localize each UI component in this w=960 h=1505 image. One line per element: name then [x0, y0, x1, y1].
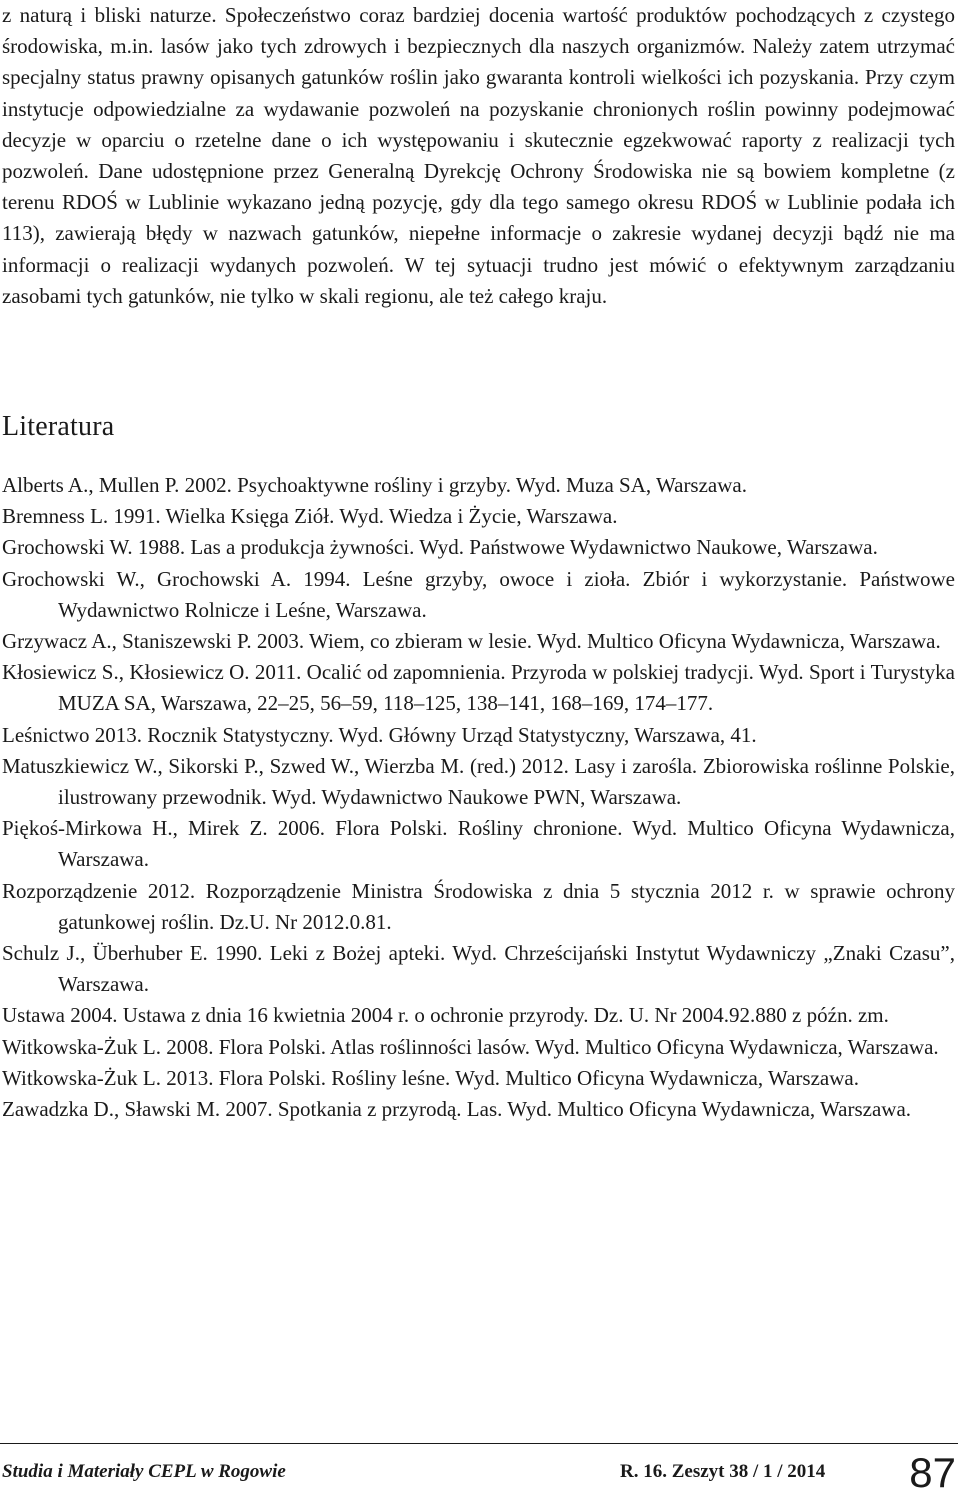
body-paragraph: z naturą i bliski naturze. Społeczeństwo coraz bardziej docenia wartość produktów pochodzących z czystego środowiska, m.in. lasów jako tych zdrowych i bezpiecznych dla naszych organizmów. Należy zatem utrzymać specjalny status prawny opisanych gatunków roślin jako gwaranta kontroli wielkości ich pozyskania. Przy czym instytucje odpowiedzialne za wydawanie pozwoleń na pozyskanie chronionych roślin powinny podejmować decyzje w oparciu o rzetelne dane o ich występowaniu i skutecznie egzekwować raporty z realizacji tych pozwoleń. Dane udostępnione przez Generalną Dyrekcję Ochrony Środowiska nie są bowiem kompletne (z terenu RDOŚ w Lublinie wykazano jedną pozycję, gdy dla tego samego okresu RDOŚ w Lublinie podała ich 113), zawierają błędy w nazwach gatunków, niepełne informacje o zakresie wydanej decyzji bądź nie ma informacji o realizacji wydanych pozwoleń. W tej sytuacji trudno jest mówić o efektywnym zarządzaniu zasobami tych gatunków, nie tylko w skali regionu, ale też całego kraju. [2, 3, 955, 308]
reference-item: Grzywacz A., Staniszewski P. 2003. Wiem, co zbieram w lesie. Wyd. Multico Oficyna Wydawnicza, Warszawa. [2, 629, 941, 654]
reference-item: Grochowski W. 1988. Las a produkcja żywności. Wyd. Państwowe Wydawnictwo Naukowe, Warszawa. [2, 535, 878, 560]
reference-item: Zawadzka D., Sławski M. 2007. Spotkania z przyrodą. Las. Wyd. Multico Oficyna Wydawnicza, Warszawa. [2, 1097, 912, 1122]
reference-item: Kłosiewicz S., Kłosiewicz O. 2011. Ocalić od zapomnienia. Przyroda w polskiej tradycji. Wyd. Sport i Turystyka MUZA SA, Warszawa, 22–25, 56–59, 118–125, 138–141, 168–169, 174–177. [2, 660, 955, 716]
section-heading-literatura: Literatura [2, 411, 115, 442]
reference-item: Bremness L. 1991. Wielka Księga Ziół. Wyd. Wiedza i Życie, Warszawa. [2, 504, 618, 529]
reference-item: Ustawa 2004. Ustawa z dnia 16 kwietnia 2004 r. o ochronie przyrody. Dz. U. Nr 2004.92.880 z późn. zm. [2, 1003, 889, 1028]
reference-item: Schulz J., Überhuber E. 1990. Leki z Bożej apteki. Wyd. Chrześcijański Instytut Wydawniczy „Znaki Czasu”, Warszawa. [2, 941, 955, 997]
footer-issue-info: R. 16. Zeszyt 38 / 1 / 2014 [620, 1461, 826, 1482]
footer-divider [0, 1443, 958, 1444]
reference-item: Matuszkiewicz W., Sikorski P., Szwed W., Wierzba M. (red.) 2012. Lasy i zarośla. Zbiorowiska roślinne Polskie, ilustrowany przewodnik. Wyd. Wydawnictwo Naukowe PWN, Warszawa. [2, 753, 955, 810]
reference-item: Witkowska-Żuk L. 2008. Flora Polski. Atlas roślinności lasów. Wyd. Multico Oficyna Wydawnicza, Warszawa. [2, 1034, 939, 1059]
reference-item: Alberts A., Mullen P. 2002. Psychoaktywne rośliny i grzyby. Wyd. Muza SA, Warszawa. [2, 473, 747, 497]
reference-item: Piękoś-Mirkowa H., Mirek Z. 2006. Flora Polski. Rośliny chronione. Wyd. Multico Oficyna Wydawnicza, Warszawa. [2, 816, 955, 872]
reference-item: Witkowska-Żuk L. 2013. Flora Polski. Rośliny leśne. Wyd. Multico Oficyna Wydawnicza, Warszawa. [2, 1065, 859, 1090]
reference-list [2, 470, 955, 1125]
reference-item: Grochowski W., Grochowski A. 1994. Leśne grzyby, owoce i zioła. Zbiór i wykorzystanie. Państwowe Wydawnictwo Rolnicze i Leśne, Warszawa. [2, 566, 955, 622]
reference-item: Leśnictwo 2013. Rocznik Statystyczny. Wyd. Główny Urząd Statystyczny, Warszawa, 41. [2, 722, 757, 747]
footer-journal-title: Studia i Materiały CEPL w Rogowie [2, 1461, 286, 1482]
page-number: 87 [909, 1449, 956, 1496]
reference-item: Rozporządzenie 2012. Rozporządzenie Ministra Środowiska z dnia 5 stycznia 2012 r. w sprawie ochrony gatunkowej roślin. Dz.U. Nr 2012.0.81. [2, 878, 955, 934]
